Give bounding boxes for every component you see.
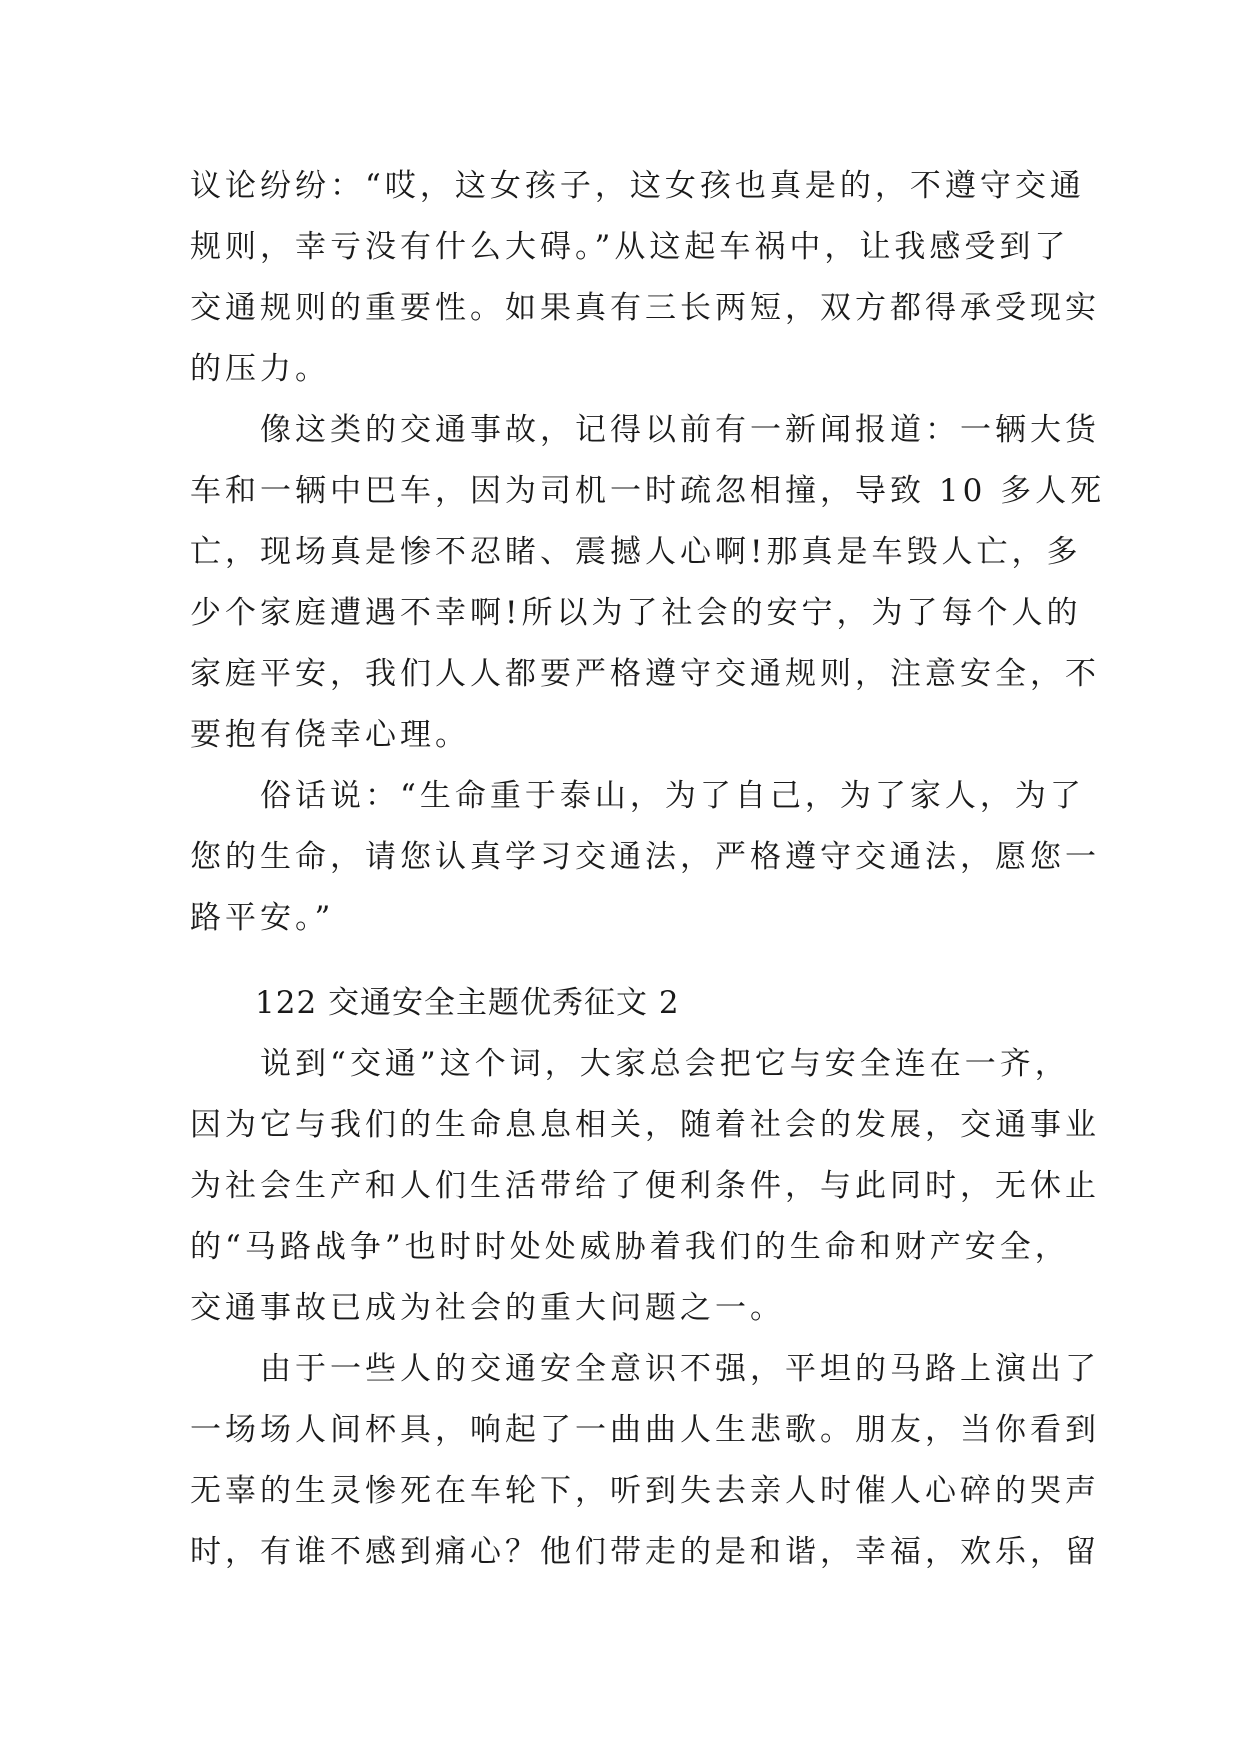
text-line: 由于一些人的交通安全意识不强，平坦的马路上演出了 (190, 1351, 1100, 1387)
text-line: 规则，幸亏没有什么大碍。”从这起车祸中，让我感受到了 (190, 229, 1070, 265)
text-block-2 (190, 1034, 1100, 1583)
text-line: 时，有谁不感到痛心？他们带走的是和谐，幸福，欢乐，留 (190, 1534, 1100, 1570)
text-line: 说到“交通”这个词，大家总会把它与安全连在一齐， (190, 1046, 1070, 1082)
text-line: 为社会生产和人们生活带给了便利条件，与此同时，无休止 (190, 1168, 1100, 1204)
text-line: 俗话说：“生命重于泰山，为了自己，为了家人，为了 (190, 778, 1085, 814)
text-line: 亡，现场真是惨不忍睹、震撼人心啊!那真是车毁人亡，多 (190, 534, 1082, 570)
text-line: 因为它与我们的生命息息相关，随着社会的发展，交通事业 (190, 1107, 1100, 1143)
text-line: 一场场人间杯具，响起了一曲曲人生悲歌。朋友，当你看到 (190, 1412, 1100, 1448)
section-title: 122 交通安全主题优秀征文 2 (255, 985, 680, 1021)
text-line: 议论纷纷：“哎，这女孩子，这女孩也真是的，不遵守交通 (190, 168, 1085, 204)
text-line: 要抱有侥幸心理。 (190, 717, 470, 753)
text-line: 路平安。” (190, 900, 335, 936)
text-line: 的“马路战争”也时时处处威胁着我们的生命和财产安全， (190, 1229, 1070, 1265)
text-line: 您的生命，请您认真学习交通法，严格遵守交通法，愿您一 (190, 839, 1100, 875)
text-line: 像这类的交通事故，记得以前有一新闻报道：一辆大货 (190, 412, 1100, 448)
text-line: 少个家庭遭遇不幸啊!所以为了社会的安宁，为了每个人的 (190, 595, 1082, 631)
text-line: 车和一辆中巴车，因为司机一时疏忽相撞，导致 10 多人死 (190, 473, 1106, 509)
text-line: 的压力。 (190, 351, 330, 387)
text-block-1 (190, 156, 1106, 949)
text-line: 家庭平安，我们人人都要严格遵守交通规则，注意安全，不 (190, 656, 1100, 692)
text-line: 交通事故已成为社会的重大问题之一。 (190, 1290, 785, 1326)
text-line: 交通规则的重要性。如果真有三长两短，双方都得承受现实 (190, 290, 1100, 326)
text-line: 无辜的生灵惨死在车轮下，听到失去亲人时催人心碎的哭声 (190, 1473, 1100, 1509)
